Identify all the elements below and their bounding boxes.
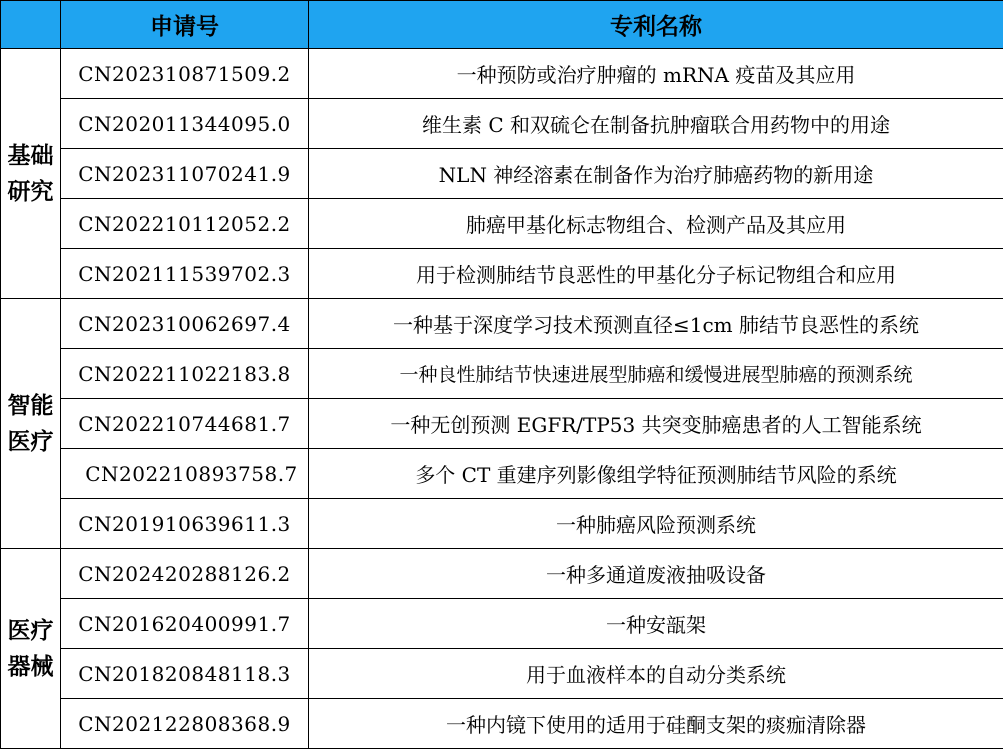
category-cell-basic-research <box>1 49 61 299</box>
category-cell-smart-healthcare <box>1 299 61 549</box>
application-number-cell: CN202211022183.8 <box>61 349 309 399</box>
patent-name-cell: 一种安瓿架 <box>309 599 1003 649</box>
table-row <box>1 249 1003 299</box>
patent-name-cell: 维生素 C 和双硫仑在制备抗肿瘤联合用药物中的用途 <box>309 99 1003 149</box>
patent-name-cell: 一种肺癌风险预测系统 <box>309 499 1003 549</box>
category-cell-medical-devices <box>1 549 61 749</box>
table-row <box>1 649 1003 699</box>
category-label-line: 医疗 <box>7 428 54 455</box>
table-row <box>1 599 1003 649</box>
table-row <box>1 499 1003 549</box>
patent-name-cell: 用于检测肺结节良恶性的甲基化分子标记物组合和应用 <box>309 249 1003 299</box>
application-number-cell: CN202420288126.2 <box>61 549 309 599</box>
table-row <box>1 349 1003 399</box>
patent-name-cell: 一种基于深度学习技术预测直径≤1cm 肺结节良恶性的系统 <box>309 299 1003 349</box>
table-row <box>1 699 1003 749</box>
table-row <box>1 449 1003 499</box>
table-row <box>1 299 1003 349</box>
application-number-cell: CN202210744681.7 <box>61 399 309 449</box>
header-application-number: 申请号 <box>61 1 309 49</box>
category-label-line: 医疗 <box>7 617 54 644</box>
patent-name-cell: 用于血液样本的自动分类系统 <box>309 649 1003 699</box>
table-row <box>1 49 1003 99</box>
patent-name-cell: 一种内镜下使用的适用于硅酮支架的痰痂清除器 <box>309 699 1003 749</box>
header-row <box>1 1 1003 49</box>
application-number-cell: CN202311070241.9 <box>61 149 309 199</box>
category-label-line: 研究 <box>7 178 54 205</box>
application-number-cell: CN201620400991.7 <box>61 599 309 649</box>
table-row <box>1 199 1003 249</box>
application-number-cell: CN202011344095.0 <box>61 99 309 149</box>
header-patent-name: 专利名称 <box>309 1 1003 49</box>
table-row <box>1 149 1003 199</box>
category-label-line: 基础 <box>7 142 54 169</box>
application-number-cell: CN202111539702.3 <box>61 249 309 299</box>
table-row <box>1 399 1003 449</box>
application-number-cell: CN202310871509.2 <box>61 49 309 99</box>
category-label-line: 智能 <box>7 392 54 419</box>
patent-name-cell: 多个 CT 重建序列影像组学特征预测肺结节风险的系统 <box>309 449 1003 499</box>
category-label-line: 器械 <box>7 653 54 680</box>
patent-name-cell: 肺癌甲基化标志物组合、检测产品及其应用 <box>309 199 1003 249</box>
application-number-cell: CN201820848118.3 <box>61 649 309 699</box>
patent-name-cell: 一种预防或治疗肿瘤的 mRNA 疫苗及其应用 <box>309 49 1003 99</box>
header-category-cell <box>1 1 61 49</box>
application-number-cell: CN202210893758.7 <box>61 449 309 499</box>
application-number-cell: CN202122808368.9 <box>61 699 309 749</box>
table-row <box>1 99 1003 149</box>
application-number-cell: CN202310062697.4 <box>61 299 309 349</box>
patent-name-cell: NLN 神经溶素在制备作为治疗肺癌药物的新用途 <box>309 149 1003 199</box>
patent-name-cell: 一种良性肺结节快速进展型肺癌和缓慢进展型肺癌的预测系统 <box>309 349 1003 399</box>
patent-name-cell: 一种多通道废液抽吸设备 <box>309 549 1003 599</box>
table-row <box>1 549 1003 599</box>
patent-name-cell: 一种无创预测 EGFR/TP53 共突变肺癌患者的人工智能系统 <box>309 399 1003 449</box>
application-number-cell: CN202210112052.2 <box>61 199 309 249</box>
application-number-cell: CN201910639611.3 <box>61 499 309 549</box>
